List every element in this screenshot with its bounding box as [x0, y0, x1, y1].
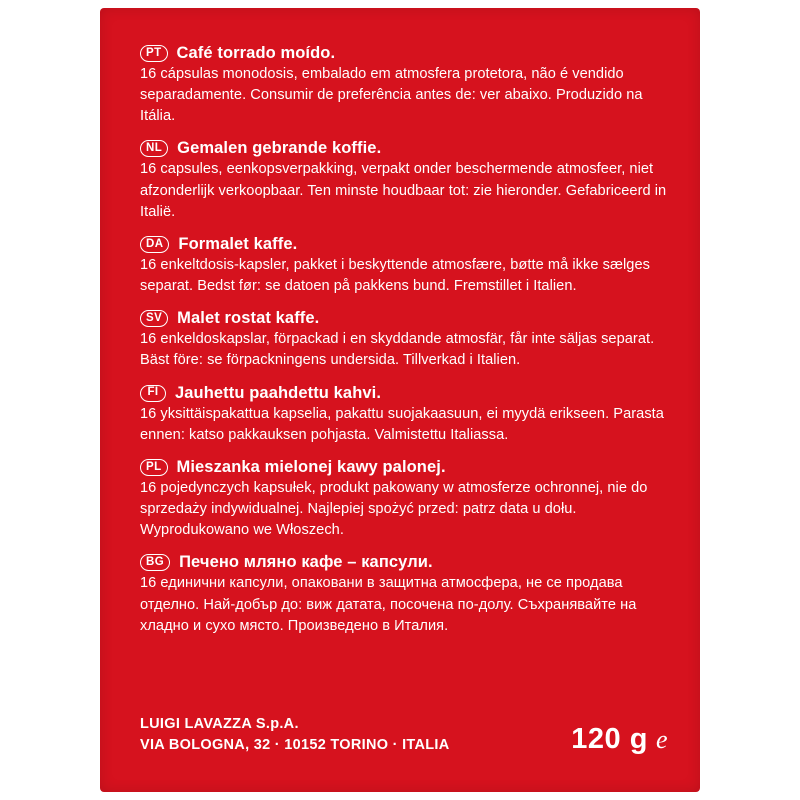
language-title-pt: Café torrado moído. [176, 44, 336, 62]
language-heading-bg [140, 553, 668, 572]
language-title-nl: Gemalen gebrande koffie. [177, 139, 382, 158]
package-back-panel [100, 8, 700, 792]
language-title-fi: Jauhettu paahdettu kahvi. [175, 383, 382, 402]
estimated-sign-icon: e [655, 725, 668, 754]
language-code-badge-pl: PL [140, 459, 168, 476]
language-block-nl [140, 139, 668, 222]
language-heading-da [140, 235, 668, 254]
language-body-pt: 16 cápsulas monodosis, embalado em atmosfera protetora, não é vendido separadamente. Consumir de preferência antes de: ver abaixo. Produzido na Itália. [140, 66, 643, 125]
net-weight [571, 725, 668, 756]
language-heading-sv [140, 309, 668, 328]
net-weight-value: 120 g [571, 723, 648, 755]
language-heading-pl [140, 458, 668, 477]
language-code-badge-pt: PT [140, 45, 168, 62]
language-block-da [140, 235, 668, 297]
language-title-bg: Печено мляно кафе – капсули. [179, 553, 433, 572]
language-code-badge-sv: SV [140, 310, 168, 327]
manufacturer-name: LUIGI LAVAZZA S.p.A. [140, 715, 299, 732]
language-block-fi [140, 384, 668, 446]
language-heading-fi [140, 384, 668, 403]
language-block-bg [140, 553, 668, 636]
language-code-badge-da: DA [140, 236, 169, 253]
language-block-pl [140, 458, 668, 541]
manufacturer-address-line: VIA BOLOGNA, 32 · 10152 TORINO · ITALIA [140, 736, 450, 753]
language-block-pt [140, 44, 668, 127]
package-footer [140, 714, 668, 756]
language-heading-pt [140, 44, 668, 63]
language-body-sv: 16 enkeldoskapslar, förpackad i en skyddande atmosfär, får inte säljas separat. Bäst före: se förpackningens undersida. Tillverkad i Italien. [140, 331, 655, 369]
language-title-sv: Malet rostat kaffe. [177, 309, 320, 328]
language-title-da: Formalet kaffe. [178, 234, 298, 253]
language-code-badge-bg: BG [140, 554, 170, 571]
language-body-pl: 16 pojedynczych kapsułek, produkt pakowany w atmosferze ochronnej, nie do sprzedaży indywidualnej. Najlepiej spożyć przed: patrz data u dołu. Wyprodukowano we Włoszech. [140, 479, 648, 539]
language-code-badge-nl: NL [140, 140, 168, 157]
manufacturer-address [140, 714, 450, 756]
language-body-bg: 16 единични капсули, опаковани в защитна атмосфера, не се продава отделно. Най-добър до: виж датата, посочена по-долу. Съхранявайте на хладно и сухо място. Произведено в Италия. [140, 575, 637, 634]
language-declarations [140, 44, 668, 649]
language-body-da: 16 enkeltdosis-kapsler, pakket i beskyttende atmosfære, bøtte må ikke sælges separat. Bedst før: se datoen på pakkens bund. Fremstillet i Italien. [140, 256, 650, 295]
language-body-fi: 16 yksittäispakattua kapselia, pakattu suojakaasuun, ei myydä erikseen. Parasta ennen: katso pakkauksen pohjasta. Valmistettu Italiassa. [140, 405, 664, 443]
language-title-pl: Mieszanka mielonej kawy palonej. [176, 457, 446, 476]
language-body-nl: 16 capsules, eenkopsverpakking, verpakt onder beschermende atmosfeer, niet afzonderlijk verkoopbaar. Ten minste houdbaar tot: zie hieronder. Gefabriceerd in Italië. [140, 161, 667, 220]
language-code-badge-fi: FI [140, 385, 166, 402]
language-block-sv [140, 309, 668, 371]
language-heading-nl [140, 139, 668, 158]
